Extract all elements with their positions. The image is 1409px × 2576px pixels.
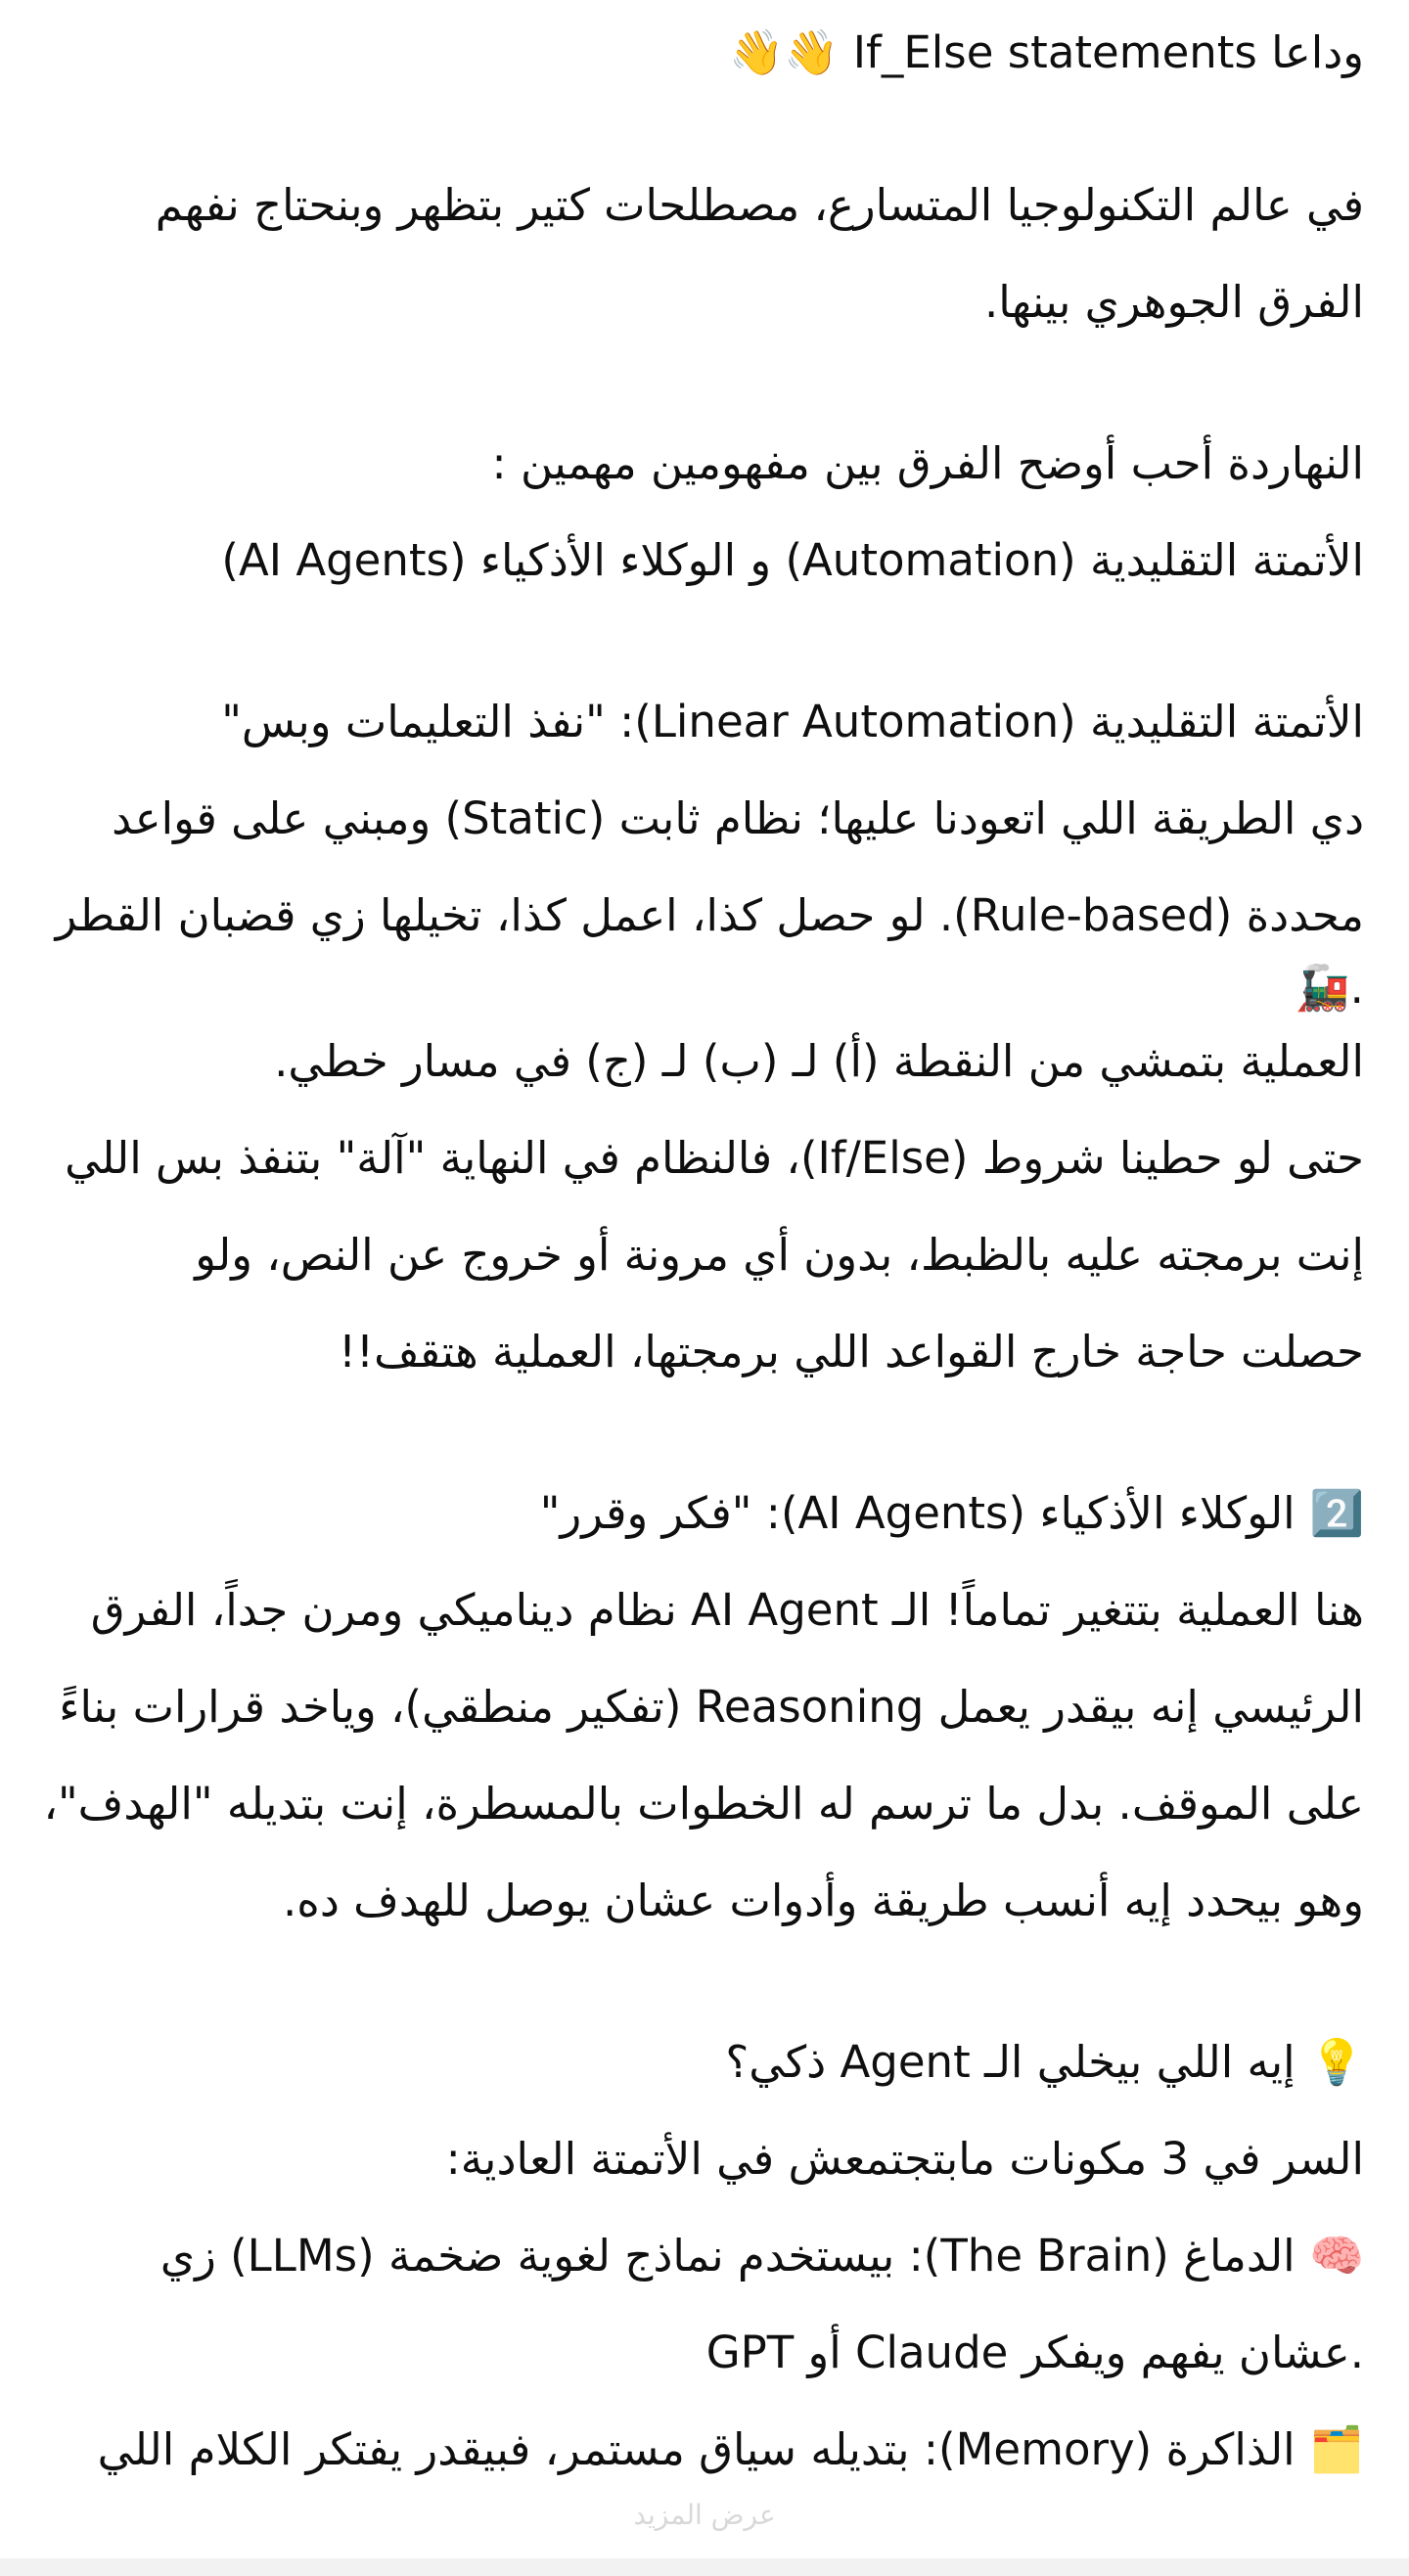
memory-line: 🗂️ الذاكرة (Memory): بتديله سياق مستمر، فبيقدر يفتكر الكلام اللي: [97, 2423, 1364, 2475]
spacer: [33, 1949, 1364, 2013]
agents-line: هنا العملية بتتغير تماماً! الـ AI Agent نظام ديناميكي ومرن جداً، الفرق: [90, 1584, 1364, 1636]
linear-line: حتى لو حطينا شروط (If/Else)، فالنظام في النهاية "آلة" بتنفذ بس اللي: [65, 1132, 1364, 1184]
train-line: 🚂.: [1295, 962, 1364, 1014]
post-title: وداعا If_Else statements 👋👋: [729, 26, 1364, 78]
spacer: [33, 350, 1364, 415]
smart-line: السر في 3 مكونات مابتجتمعش في الأتمتة العادية:: [445, 2133, 1364, 2185]
linear-line: دي الطريقة اللي اتعودنا عليها؛ نظام ثابت (Static) ومبني على قواعد: [112, 792, 1364, 844]
smart-heading: 💡 إيه اللي بيخلي الـ Agent ذكي؟: [725, 2036, 1364, 2088]
linear-line: العملية بتمشي من النقطة (أ) لـ (ب) لـ (ج) في مسار خطي.: [274, 1035, 1364, 1087]
post-body: [33, 14, 1364, 2498]
agents-line: الرئيسي إنه بيقدر يعمل Reasoning (تفكير منطقي)، وياخد قرارات بناءً: [59, 1681, 1364, 1733]
linear-heading: الأتمتة التقليدية (Linear Automation): "نفذ التعليمات وبس": [221, 696, 1364, 747]
spacer: [33, 609, 1364, 673]
spacer: [33, 1400, 1364, 1465]
linear-line: حصلت حاجة خارج القواعد اللي برمجتها، العملية هتقف!!: [339, 1326, 1364, 1378]
brain-line: 🧠 الدماغ (The Brain): بيستخدم نماذج لغوية ضخمة (LLMs) زي: [159, 2230, 1364, 2282]
intro-line-2: الفرق الجوهري بينها.: [983, 276, 1364, 328]
agents-heading: 2️⃣ الوكلاء الأذكياء (AI Agents): "فكر وقرر": [539, 1487, 1364, 1539]
topic-line-1: النهاردة أحب أوضح الفرق بين مفهومين مهمين :: [491, 437, 1364, 489]
bottom-bar: [0, 2558, 1409, 2576]
linear-line: محددة (Rule-based). لو حصل كذا، اعمل كذا، تخيلها زي قضبان القطر: [55, 889, 1364, 941]
topic-line-2: الأتمتة التقليدية (Automation) و الوكلاء الأذكياء (AI Agents): [221, 534, 1364, 586]
intro-line-1: في عالم التكنولوجيا المتسارع، مصطلحات كتير بتظهر وبنحتاج نفهم: [155, 179, 1364, 231]
agents-line: على الموقف. بدل ما ترسم له الخطوات بالمسطرة، إنت بتديله "الهدف"،: [43, 1778, 1364, 1830]
linear-line: إنت برمجته عليه بالظبط، بدون أي مرونة أو خروج عن النص، ولو: [195, 1229, 1364, 1281]
brain-line-2: GPT أو Claude عشان يفهم ويفكر.: [705, 2327, 1364, 2378]
agents-line: وهو بيحدد إيه أنسب طريقة وأدوات عشان يوصل للهدف ده.: [282, 1875, 1364, 1926]
see-more-link[interactable]: عرض المزيد: [633, 2499, 776, 2531]
spacer: [33, 92, 1364, 157]
